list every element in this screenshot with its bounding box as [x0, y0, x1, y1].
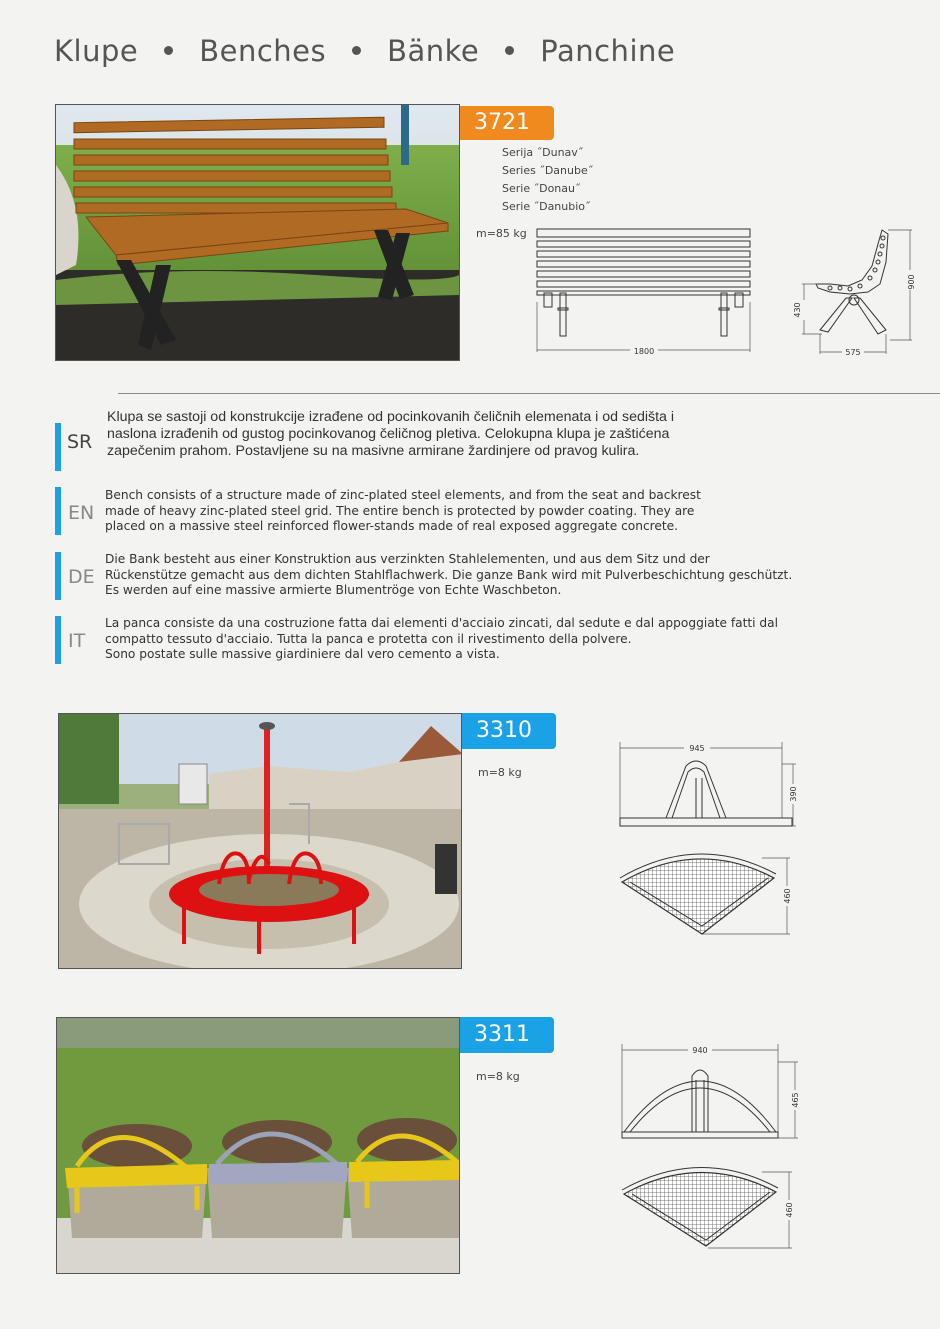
bench-3721-photo — [55, 104, 460, 361]
description-de — [105, 552, 805, 599]
title-word-de: Bänke — [387, 34, 480, 68]
product-code-3721-badge: 3721 — [460, 106, 554, 140]
description-sr-line: naslona izrađenih od gustog pocinkovanog čeličnog pletiva. Celokupna klupa je zaštićena — [107, 426, 670, 442]
description-it-line: compatto tessuto d'acciaio. Tutta la panca e protetta con il rivestimento della polvere. — [105, 631, 632, 646]
bench-3721-front-drawing — [530, 222, 760, 362]
product-code-3310-badge: 3310 — [462, 713, 556, 749]
dim-width-3311: 940 — [692, 1046, 708, 1055]
dim-height-3311: 465 — [791, 1092, 800, 1108]
description-sr-line: Klupa se sastoji od konstrukcije izrađene od pocinkovanih čeličnih elemenata i od sedišta i — [107, 409, 675, 425]
lang-code-en: EN — [68, 502, 95, 524]
dim-seat-height-3721: 430 — [793, 302, 802, 318]
section-divider — [118, 393, 940, 394]
dim-height-3721: 900 — [907, 274, 916, 290]
mass-3721: m=85 kg — [476, 227, 527, 240]
bench-3721-side-drawing — [790, 222, 920, 362]
dim-height-3310: 390 — [789, 786, 798, 802]
series-sr: Serija ˝Dunav˝ — [502, 146, 584, 159]
title-word-it: Panchine — [540, 34, 676, 68]
dim-depth-3311: 460 — [785, 1202, 794, 1218]
description-de-line: Es werden auf eine massive armierte Blumentröge von Echte Waschbeton. — [105, 583, 562, 598]
title-word-en: Benches — [199, 34, 327, 68]
bench-3310-drawing — [612, 738, 812, 943]
description-it-line: La panca consiste da una costruzione fatta dai elementi d'acciaio zincati, dal sedute e dal appoggiate fatti dal — [105, 616, 779, 630]
description-en-line: Bench consists of a structure made of zinc-plated steel elements, and from the seat and backrest — [105, 488, 701, 502]
description-it — [105, 616, 795, 663]
title-word-sr: Klupe — [54, 34, 139, 68]
lang-code-sr: SR — [67, 431, 93, 453]
product-code-3311-badge: 3311 — [460, 1017, 554, 1053]
bench-3310-photo — [58, 713, 462, 969]
dim-width-3310: 945 — [689, 744, 705, 753]
bench-3311-drawing — [612, 1040, 812, 1255]
description-it-line: Sono postate sulle massive giardiniere dal vero cemento a vista. — [105, 647, 500, 662]
series-it: Serie ˝Danubio˝ — [502, 200, 591, 213]
description-sr-line: zapečenim prahom. Postavljene su na masivne armirane žardinjere od pravog kulira. — [107, 443, 640, 459]
dim-length-3721: 1800 — [633, 347, 655, 356]
description-de-line: Rückenstütze gemacht aus dem dichten Stahlflachwerk. Die ganze Bank wird mit Pulverbeschichtung geschützt. — [105, 567, 793, 582]
page-title — [54, 34, 675, 68]
dim-depth-3310: 460 — [783, 888, 792, 904]
bullet-dot-icon — [352, 46, 361, 55]
mass-3310: m=8 kg — [478, 766, 522, 779]
description-en-line: placed on a massive steel reinforced flower-stands made of real exposed aggregate concrete. — [105, 519, 679, 534]
lang-marker-it — [55, 616, 61, 664]
series-list — [502, 144, 593, 216]
lang-marker-en — [55, 487, 61, 535]
lang-marker-sr — [55, 423, 61, 471]
description-sr — [107, 409, 797, 460]
bullet-dot-icon — [164, 46, 173, 55]
dim-depth-3721: 575 — [845, 348, 861, 357]
bullet-dot-icon — [505, 46, 514, 55]
series-de: Serie ˝Donau˝ — [502, 182, 581, 195]
description-en-line: made of heavy zinc-plated steel grid. The entire bench is protected by powder coating. They are — [105, 503, 695, 518]
lang-marker-de — [55, 552, 61, 600]
description-de-line: Die Bank besteht aus einer Konstruktion aus verzinkten Stahlelementen, und aus dem Sitz und der — [105, 552, 710, 566]
lang-code-it: IT — [68, 630, 86, 652]
series-en: Series ˝Danube˝ — [502, 164, 594, 177]
bench-3311-photo — [56, 1017, 460, 1274]
description-en — [105, 488, 795, 535]
lang-code-de: DE — [68, 566, 95, 588]
mass-3311: m=8 kg — [476, 1070, 520, 1083]
